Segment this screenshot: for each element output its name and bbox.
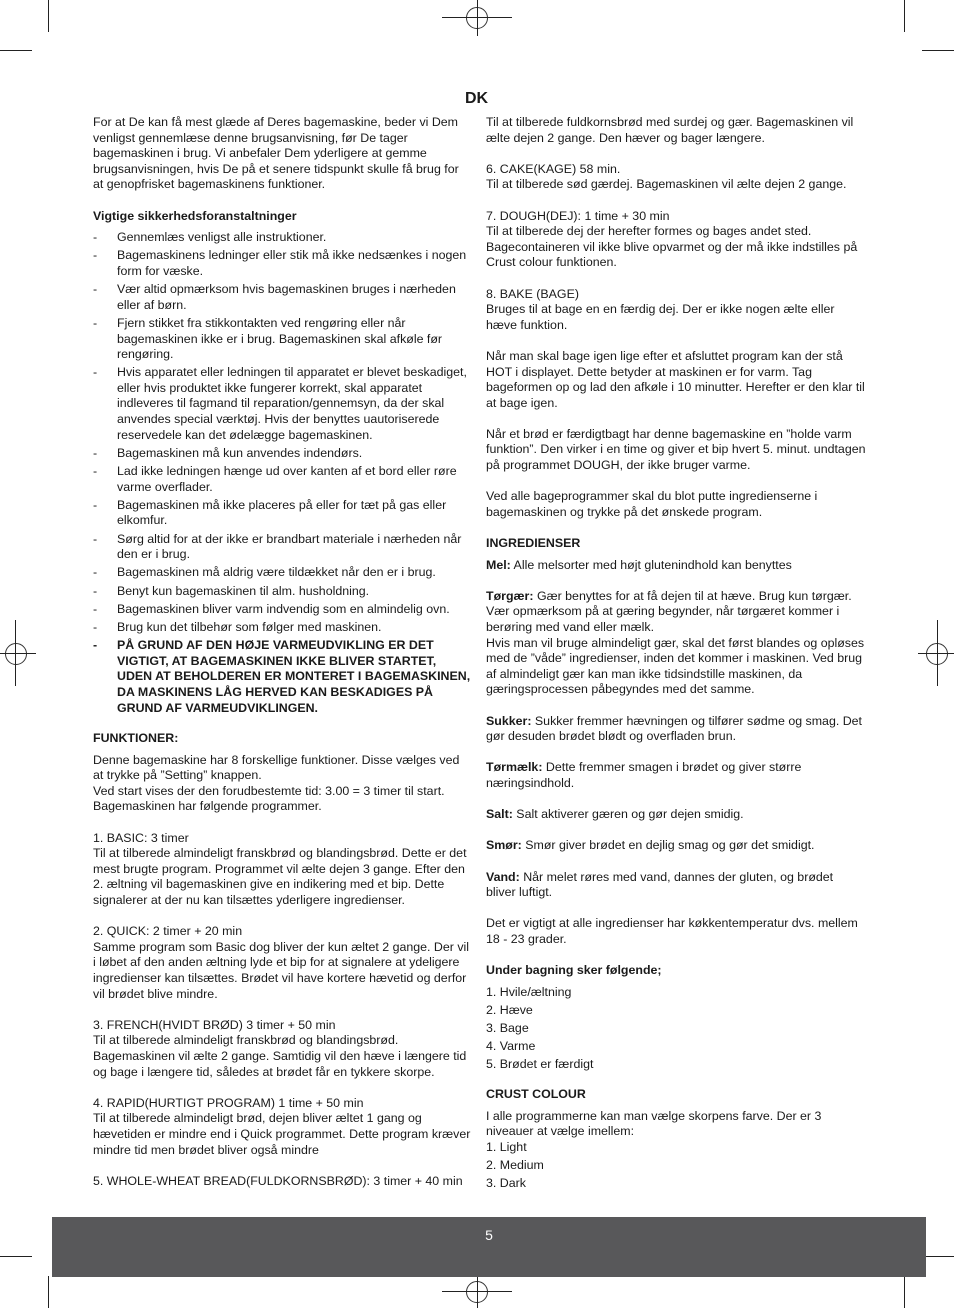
program-title: 2. QUICK: 2 timer + 20 min [93, 924, 243, 939]
list-item: - Fjern stikket fra stikkontakten ved rengøring eller når bagemaskinen ikke er i brug. Bagemaskinen skal afkøle før rengøring. [93, 316, 471, 363]
ingredient-label: Sukker: [486, 713, 532, 728]
ingredient-label: Mel: [486, 557, 511, 572]
program-title: 1. BASIC: 3 timer [93, 830, 189, 845]
program-title: 5. WHOLE-WHEAT BREAD(FULDKORNSBRØD): 3 timer + 40 min [93, 1173, 463, 1188]
ingredient-label: Salt: [486, 807, 513, 822]
ingredient-smor [486, 838, 866, 854]
list-item: - Lad ikke ledningen hænge ud over kanten af et bord eller røre varme overflader. [93, 464, 471, 495]
list-item: - Bagemaskinen må ikke placeres på eller for tæt på gas eller elkomfur. [93, 498, 471, 529]
ingredient-vand [486, 870, 866, 901]
program-title: 4. RAPID(HURTIGT PROGRAM) 1 time + 50 min [93, 1095, 364, 1110]
ingredients-heading: INGREDIENSER [486, 536, 581, 551]
list-item: - Benyt kun bagemaskinen til alm. husholdning. [93, 584, 471, 600]
ingredient-text: Når melet røres med vand, dannes der gluten, og brødet bliver luftigt. [486, 869, 834, 900]
crop-mark [904, 0, 905, 32]
program-title: 6. CAKE(KAGE) 58 min. [486, 161, 621, 176]
keep-warm-paragraph: Når et brød er færdigtbagt har denne bagemaskine en ”holde varm funktion”. Den virker i en time og giver et bip hvert 5. minut. undtagen på programmet DOUGH, der ikke bruger varme. [486, 426, 866, 473]
ingredient-tormaelk [486, 760, 866, 791]
baking-steps-list [486, 985, 866, 1073]
program-text: Bruges til at bage en en færdig dej. Der er ikke nogen ælte eller hæve funktion. [486, 302, 835, 332]
program-cake [486, 162, 866, 193]
safety-warning: - PÅ GRUND AF DEN HØJE VARMEUDVIKLING ER DET VIGTIGT, AT BAGEMASKINEN IKKE BLIVER STARTET, UDEN AT BEHOLDEREN ER MONTERET I BAGEMASKINEN, DA MASKINENS LÅG HERVED KAN BESKADIGES PÅ GRUND AF VARMEUDVIKLINGEN. [93, 638, 471, 716]
list-item: 4. Varme [486, 1038, 536, 1053]
registration-line [937, 620, 938, 686]
crust-intro: I alle programmerne kan man vælge skorpens farve. Der er 3 niveauer at vælge imellem: [486, 1108, 822, 1139]
hot-paragraph: Når man skal bage igen lige efter et afsluttet program kan der stå HOT i displayet. Dette betyder at maskinen er for varm. Tag bageformen op og lad den afkøle i 10 minutter. Herefter er den klar til at bage igen. [486, 348, 865, 410]
program-text: Samme program som Basic dog bliver der kun æltet 2 gange. Der vil i løbet af den anden æltning lyde et bip for at signalere at ydeligere ingredienser kan tilsættes. Brødet vil have kortere hævetid og derfor vil brødet blive mindre. [93, 939, 470, 1001]
crop-mark [904, 1276, 905, 1308]
program-text: Til at tilberede almindeligt franskbrød og blandingsbrød. Bagemaskinen vil ælte 2 gange. Samtidig vil den hæve i længere tid og bage i længere tid, således at brødet får en tykkere skorpe. [93, 1033, 467, 1079]
ingredient-sukker [486, 714, 866, 745]
program-text: Til at tilberede dej der herefter formes og bages andet sted. Bagecontaineren vil ikke blive opvarmet og der må ikke indstilles på Crust colour funktionen. [486, 224, 858, 270]
list-item: - Vær altid opmærksom hvis bagemaskinen bruges i nærheden eller af børn. [93, 282, 471, 313]
program-title: 8. BAKE (BAGE) [486, 286, 579, 301]
ingredient-text: Alle melsorter med højt glutenindhold kan benyttes [510, 557, 792, 572]
crop-mark [922, 50, 954, 51]
program-text: Til at tilberede almindeligt brød, dejen bliver æltet 1 gang og hævetiden er mindre end i Quick programmet. Dette program kræver mindre tid men brødet bliver også mindre [93, 1111, 471, 1157]
list-item: 2. Medium [486, 1157, 544, 1172]
program-quick [93, 924, 471, 1002]
list-item: - Gennemlæs venligst alle instruktioner. [93, 230, 471, 246]
list-item: 2. Hæve [486, 1002, 533, 1017]
list-item: 3. Dark [486, 1175, 526, 1190]
left-column [93, 115, 471, 1205]
safety-list [93, 230, 471, 716]
baking-steps-heading: Under bagning sker følgende; [486, 963, 662, 978]
ingredient-label: Vand: [486, 869, 520, 884]
all-programs-paragraph: Ved alle bageprogrammer skal du blot putte ingredienserne i bagemaskinen og trykke på det ønskede program. [486, 489, 818, 519]
ingredient-label: Tørgær: [486, 588, 534, 603]
program-title: 7. DOUGH(DEJ): 1 time + 30 min [486, 208, 670, 223]
list-item: - Sørg altid for at der ikke er brandbart materiale i nærheden når den er i brug. [93, 532, 471, 563]
ingredient-torgaer [486, 589, 866, 698]
crop-mark [0, 50, 32, 51]
list-item: - Brug kun det tilbehør som følger med maskinen. [93, 620, 471, 636]
ingredient-text: Gær benyttes for at få dejen til at hæve. Brug kun tørgær. Vær opmærksom på at gæring begynder, når tørgæret kommer i berøring med vand eller mælk. Hvis man vil bruge almindeligt gær, skal det først blandes og opløses med de ”våde” ingredienser, inden det kommer i maskinen. Ved brug af almindeligt gær kan man ikke tidsindstille maskinen, da gæringsprocessen påbegyndes med det samme. [486, 588, 865, 697]
ingredient-mel [486, 558, 866, 574]
functions-intro: Denne bagemaskine har 8 forskellige funktioner. Disse vælges ved at trykke på ”Setting” knappen. Ved start vises der den forudbestemte tid: 3.00 = 3 timer til start. Bagemaskinen har følgende programmer. [93, 752, 460, 814]
ingredient-salt [486, 807, 866, 823]
right-column [486, 115, 866, 1207]
crop-mark [922, 1256, 954, 1257]
registration-line [477, 1272, 478, 1308]
crop-mark [0, 1256, 32, 1257]
ingredient-text: Dette fremmer smagen i brødet og giver større næringsindhold. [486, 760, 802, 790]
safety-heading: Vigtige sikkerhedsforanstaltninger [93, 208, 297, 223]
ingredient-label: Tørmælk: [486, 760, 543, 775]
crust-heading: CRUST COLOUR [486, 1087, 586, 1102]
program-text: Til at tilberede sød gærdej. Bagemaskinen vil ælte dejen 2 gange. [486, 177, 847, 192]
program-rapid [93, 1096, 471, 1158]
program-french [93, 1018, 471, 1080]
list-item: - Bagemaskinen må kun anvendes indendørs. [93, 446, 471, 462]
ingredient-text: Salt aktiverer gæren og gør dejen smidig. [512, 807, 744, 822]
temperature-paragraph: Det er vigtigt at alle ingredienser har køkkentemperatur dvs. mellem 18 - 23 grader. [486, 916, 858, 946]
program-bake [486, 287, 866, 334]
crust-options-list [486, 1140, 866, 1192]
list-item: 1. Hvile/æltning [486, 984, 572, 999]
list-item: - Hvis apparatet eller ledningen til apparatet er blevet beskadiget, eller hvis produktet ikke fungerer korrekt, skal apparatet indleveres til fagmand til reparation/gennemsyn, da der skal anvendes special værktøj. Hvis der benyttes uautoriserede reservedele kan det ødelægge bagemaskinen. [93, 365, 471, 443]
list-item: - Bagemaskinens ledninger eller stik må ikke nedsænkes i nogen form for væske. [93, 248, 471, 279]
program-whole-wheat [93, 1174, 471, 1190]
registration-mark-icon [5, 643, 27, 665]
crop-mark [48, 0, 49, 32]
intro-paragraph: For at De kan få mest glæde af Deres bagemaskine, beder vi Dem venligst gennemlæse denne brugsanvisning, før De tager bagemaskinen i brug. Vi anbefaler Dem yderligere at gemme brugsanvisningen, hvis De på et senere tidspunkt skulle få brug for at genopfrisket bagemaskinens funktioner. [93, 115, 459, 192]
program-text: Til at tilberede almindeligt franskbrød og blandingsbrød. Dette er det mest brugte program. Programmet vil ælte dejen 3 gange. Efter den 2. æltning vil bagemaskinen give en indikering med et bip. Dette signalerer at der nu kan tilsættes yderligere ingredienser. [93, 846, 467, 908]
program-basic [93, 831, 471, 909]
program-dough [486, 209, 866, 271]
footer-bar [52, 1217, 926, 1277]
list-item: 3. Bage [486, 1020, 529, 1035]
registration-line [477, 0, 478, 36]
page-number: 5 [485, 1227, 493, 1243]
list-item: 1. Light [486, 1139, 527, 1154]
ingredient-text: Sukker fremmer hævningen og tilfører sødme og smag. Det gør desuden brødet blødt og overfladen brun. [486, 713, 863, 744]
list-item: 5. Brødet er færdigt [486, 1056, 594, 1071]
registration-line [918, 653, 954, 654]
program-title: 3. FRENCH(HVIDT BRØD) 3 timer + 50 min [93, 1017, 336, 1032]
list-item: - Bagemaskinen bliver varm indvendig som en almindelig ovn. [93, 602, 471, 618]
ingredient-label: Smør: [486, 838, 522, 853]
ingredient-text: Smør giver brødet en dejlig smag og gør det smidigt. [521, 838, 815, 853]
language-code: DK [465, 90, 489, 107]
crop-mark [48, 1276, 49, 1308]
registration-line [0, 653, 36, 654]
registration-line [15, 620, 16, 686]
list-item: - Bagemaskinen må aldrig være tildækket når den er i brug. [93, 565, 471, 581]
program-whole-wheat-text: Til at tilberede fuldkornsbrød med surdej og gær. Bagemaskinen vil ælte dejen 2 gange. Den hæver og bager længere. [486, 115, 854, 145]
functions-heading: FUNKTIONER: [93, 731, 179, 746]
